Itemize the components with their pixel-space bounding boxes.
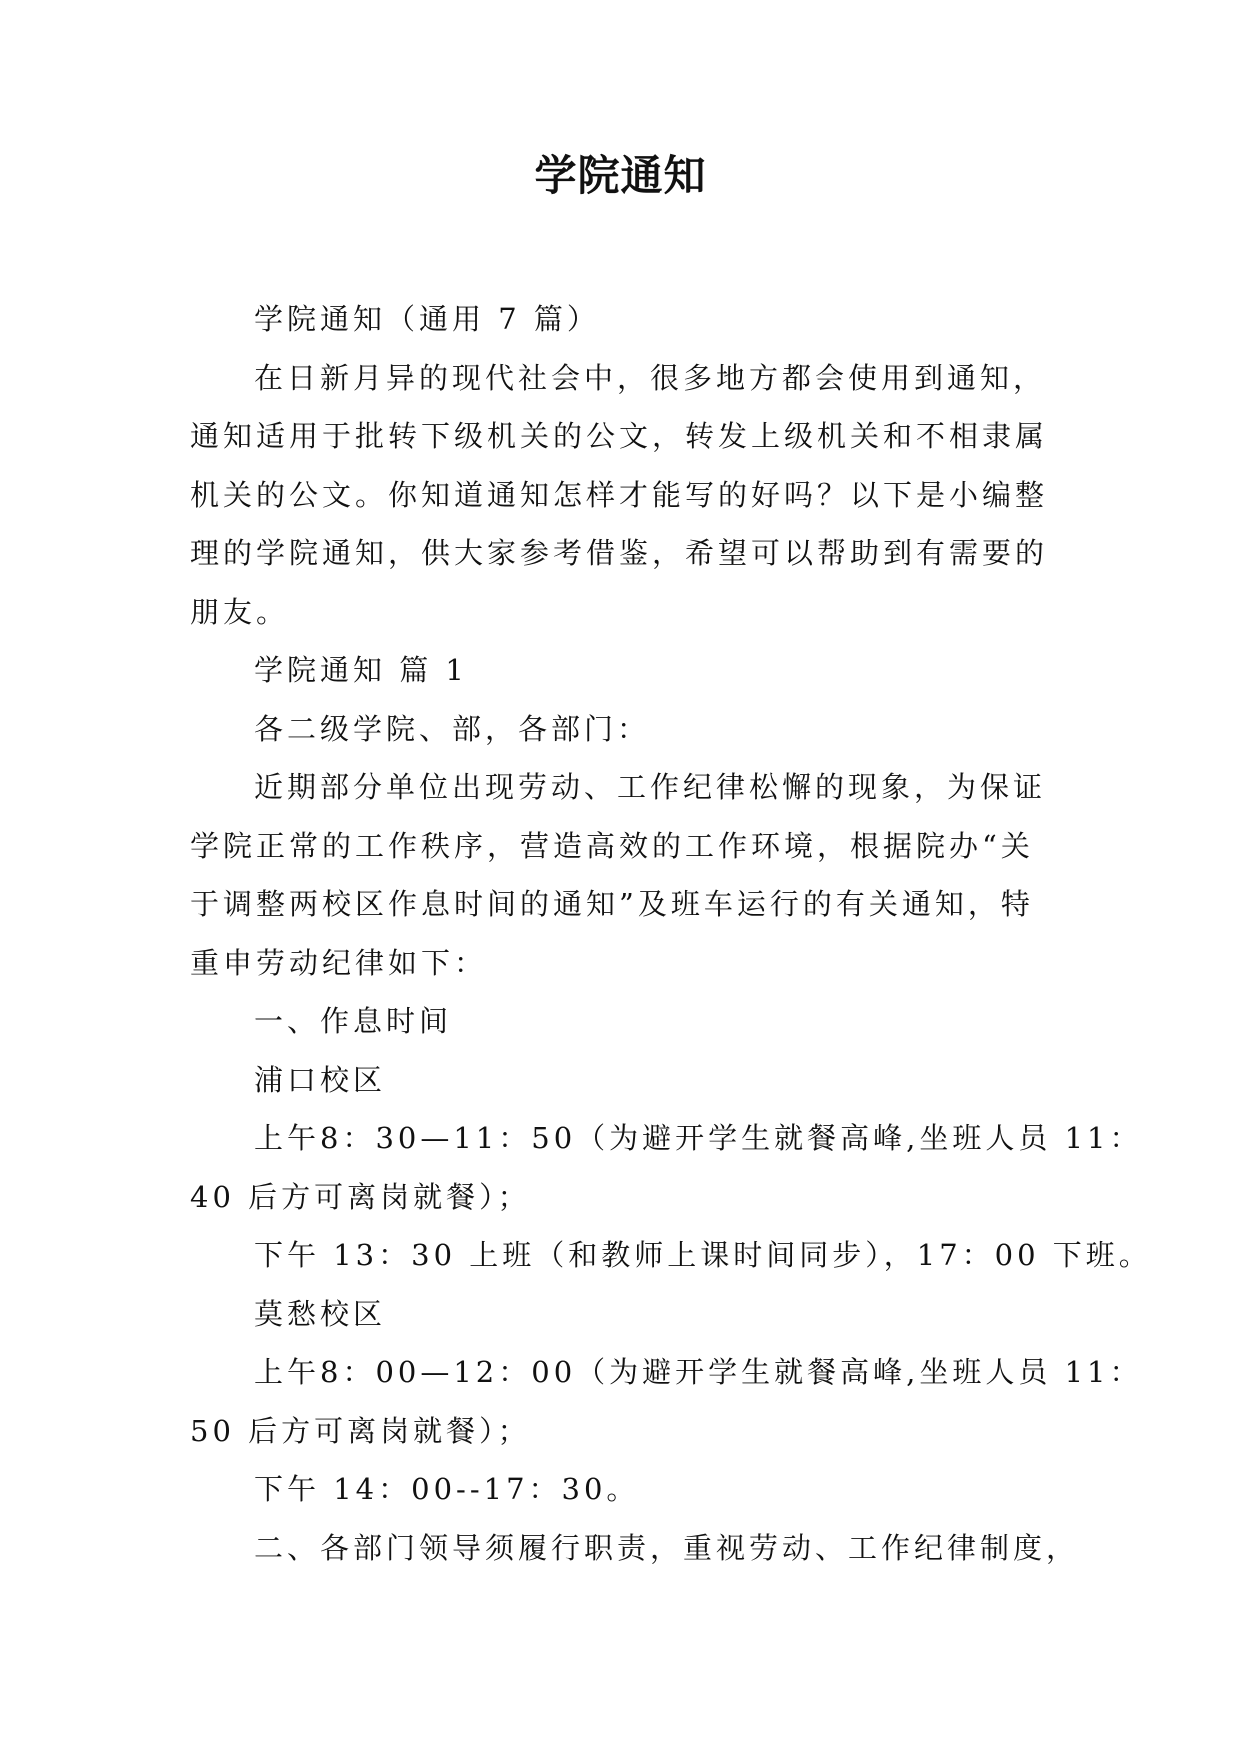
paragraph — [190, 700, 1065, 759]
text-line: 上午8：00—12：00（为避开学生就餐高峰,坐班人员 11： — [254, 1355, 1143, 1389]
text-line: 学院通知（通用 7 篇） — [254, 302, 600, 336]
text-line: 重申劳动纪律如下： — [190, 945, 488, 980]
paragraph — [190, 641, 1065, 700]
document-title: 学院通知 — [534, 151, 707, 200]
text-line: 下午 13：30 上班（和教师上课时间同步），17：00 下班。 — [254, 1238, 1152, 1272]
text-line: 朋友。 — [190, 594, 290, 629]
text-line: 莫愁校区 — [254, 1296, 387, 1331]
text-line: 下午 14：00--17：30。 — [254, 1472, 640, 1506]
paragraph — [190, 349, 1065, 642]
text-line: 二、各部门领导须履行职责，重视劳动、工作纪律制度， — [254, 1530, 1080, 1565]
text-line: 各二级学院、部，各部门： — [254, 711, 651, 746]
text-line: 一、作息时间 — [254, 1004, 453, 1038]
paragraph — [190, 1519, 1080, 1578]
paragraph — [190, 1226, 1152, 1285]
text-line: 学院通知 篇 1 — [254, 653, 468, 687]
text-line: 近期部分单位出现劳动、工作纪律松懈的现象，为保证 — [254, 770, 1047, 804]
paragraph — [190, 758, 1065, 992]
paragraph — [190, 1051, 1065, 1110]
text-line: 50 后方可离岗就餐）； — [190, 1413, 531, 1448]
text-line: 于调整两校区作息时间的通知”及班车运行的有关通知，特 — [190, 887, 1034, 921]
text-line: 学院正常的工作秩序，营造高效的工作环境，根据院办“关 — [190, 828, 1034, 863]
text-line: 浦口校区 — [254, 1062, 387, 1097]
text-line: 在日新月异的现代社会中，很多地方都会使用到通知， — [254, 360, 1047, 395]
text-line: 通知适用于批转下级机关的公文，转发上级机关和不相隶属 — [190, 419, 1049, 453]
paragraph — [190, 1343, 1143, 1460]
text-line: 机关的公文。你知道通知怎样才能写的好吗？以下是小编整 — [190, 477, 1049, 512]
text-line: 理的学院通知，供大家参考借鉴，希望可以帮助到有需要的 — [190, 536, 1049, 570]
paragraph — [190, 992, 1065, 1051]
text-line: 40 后方可离岗就餐）； — [190, 1179, 531, 1214]
text-line: 上午8：30—11：50（为避开学生就餐高峰,坐班人员 11： — [254, 1121, 1143, 1155]
paragraph — [190, 1109, 1143, 1226]
paragraph — [190, 1460, 1065, 1519]
document-body — [190, 290, 1152, 1577]
paragraph — [190, 290, 1065, 349]
paragraph — [190, 1285, 1065, 1344]
